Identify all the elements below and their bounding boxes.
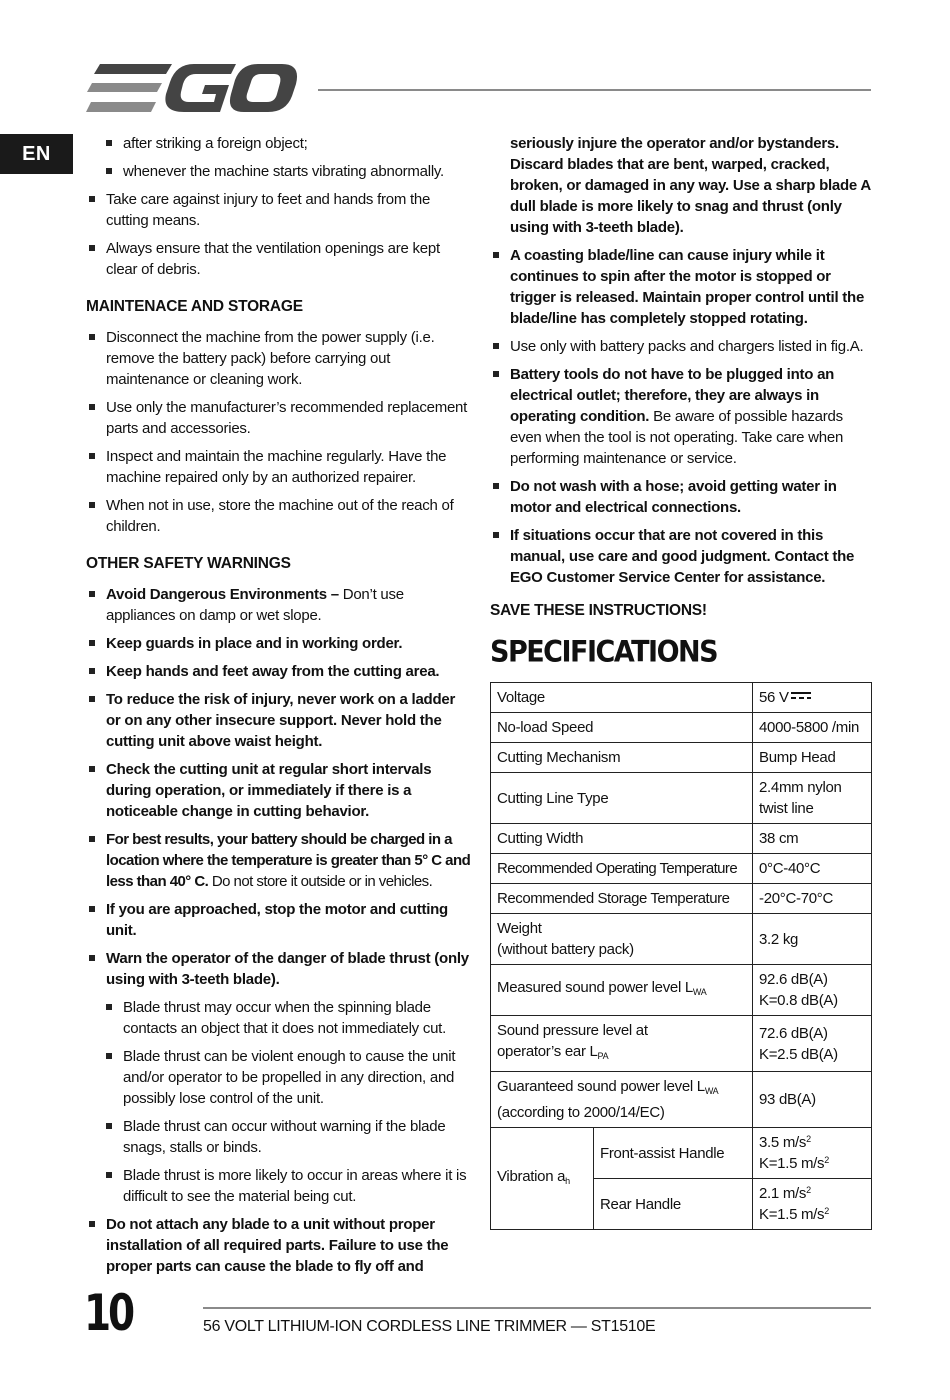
table-row bbox=[491, 773, 872, 824]
label-line: Measured sound power level L bbox=[497, 979, 693, 996]
label-line: operator’s ear L bbox=[497, 1043, 598, 1060]
table-row bbox=[491, 884, 872, 914]
item-bold-text: Avoid Dangerous Environments – bbox=[106, 586, 339, 603]
dc-symbol-icon bbox=[791, 692, 811, 700]
spec-value bbox=[753, 1016, 872, 1072]
right-warnings-list bbox=[490, 245, 872, 588]
list-item: Use only with battery packs and chargers listed in fig.A. bbox=[490, 336, 872, 357]
spec-value: 4000-5800 /min bbox=[753, 713, 872, 743]
spec-label: Recommended Operating Temperature bbox=[491, 854, 753, 884]
list-item: Do not attach any blade to a unit without proper installation of all required parts. Failure to use the proper parts can cause the blade to fly off and bbox=[86, 1214, 471, 1277]
blade-thrust-list bbox=[86, 997, 471, 1207]
list-item: To reduce the risk of injury, never work on a ladder or on any other insecure support. Never hold the cutting unit above waist height. bbox=[86, 689, 471, 752]
subscript: h bbox=[565, 1175, 570, 1186]
table-row bbox=[491, 743, 872, 773]
item-text: Be aware of possible hazards even when the tool is not operating. Take care when performing maintenance or service. bbox=[510, 408, 844, 467]
other-warnings-heading: OTHER SAFETY WARNINGS bbox=[86, 555, 291, 572]
value-line: twist line bbox=[759, 800, 814, 817]
spec-value: 3.2 kg bbox=[753, 914, 872, 965]
subscript: PA bbox=[597, 1051, 609, 1061]
table-row bbox=[491, 854, 872, 884]
list-item: Keep guards in place and in working order. bbox=[86, 633, 471, 654]
spec-value bbox=[753, 773, 872, 824]
other-warnings-list bbox=[86, 584, 471, 990]
label-line: (without battery pack) bbox=[497, 941, 634, 958]
save-instructions: SAVE THESE INSTRUCTIONS! bbox=[490, 602, 707, 619]
label-line: Sound pressure level at bbox=[497, 1022, 648, 1039]
spec-label: Cutting Width bbox=[491, 824, 753, 854]
footer-rule bbox=[203, 1307, 871, 1309]
list-item: Warn the operator of the danger of blade thrust (only using with 3-teeth blade). bbox=[86, 948, 471, 990]
spec-value: 93 dB(A) bbox=[753, 1072, 872, 1128]
spec-value: Bump Head bbox=[753, 743, 872, 773]
spec-sublabel: Front-assist Handle bbox=[594, 1128, 753, 1179]
spec-value bbox=[753, 1128, 872, 1179]
footer-title: 56 VOLT LITHIUM-ION CORDLESS LINE TRIMMER — ST1510E bbox=[203, 1318, 656, 1335]
list-item: Keep hands and feet away from the cutting area. bbox=[86, 661, 471, 682]
value-line: 72.6 dB(A) bbox=[759, 1024, 828, 1042]
spec-label bbox=[491, 1128, 594, 1230]
subscript: WA bbox=[704, 1086, 719, 1096]
list-item: Always ensure that the ventilation openings are kept clear of debris. bbox=[86, 238, 471, 280]
specifications-table bbox=[490, 682, 872, 1230]
spec-value bbox=[753, 965, 872, 1016]
spec-label: Cutting Mechanism bbox=[491, 743, 753, 773]
table-row bbox=[491, 1016, 872, 1072]
page-number: 10 bbox=[84, 1284, 133, 1342]
table-row bbox=[491, 914, 872, 965]
spec-label: No-load Speed bbox=[491, 713, 753, 743]
item-text: Don’t use appliances on damp or wet slope. bbox=[106, 586, 404, 624]
spec-label bbox=[491, 965, 753, 1016]
list-item: Do not wash with a hose; avoid getting water in motor and electrical connections. bbox=[490, 476, 872, 518]
value-line: 2.4mm nylon bbox=[759, 779, 842, 796]
label-line: (according to 2000/14/EC) bbox=[497, 1104, 665, 1121]
language-tab: EN bbox=[0, 134, 73, 174]
spec-value: 38 cm bbox=[753, 824, 872, 854]
list-item: A coasting blade/line can cause injury while it continues to spin after the motor is stopped or trigger is released. Maintain proper control until the blade/line has completely stopped rotating. bbox=[490, 245, 872, 329]
value-line: K=1.5 m/s bbox=[759, 1206, 825, 1223]
spec-value bbox=[753, 683, 872, 713]
other-warnings-list-cont bbox=[86, 1214, 471, 1277]
ego-logo bbox=[86, 64, 298, 112]
table-row bbox=[491, 1072, 872, 1128]
table-row bbox=[491, 965, 872, 1016]
superscript: 2 bbox=[824, 1206, 829, 1216]
voltage-value: 56 V bbox=[759, 689, 789, 706]
table-row bbox=[491, 713, 872, 743]
value-line: K=2.5 dB(A) bbox=[759, 1045, 838, 1063]
subscript: WA bbox=[692, 987, 707, 997]
spec-label bbox=[491, 1016, 753, 1072]
specifications-title: SPECIFICATIONS bbox=[490, 635, 718, 670]
superscript: 2 bbox=[806, 1134, 811, 1144]
list-item: When not in use, store the machine out of the reach of children. bbox=[86, 495, 471, 537]
superscript: 2 bbox=[806, 1185, 811, 1195]
maintenance-list bbox=[86, 327, 471, 537]
header-rule bbox=[318, 89, 871, 91]
list-item: after striking a foreign object; bbox=[103, 133, 471, 154]
spec-label: Recommended Storage Temperature bbox=[491, 884, 753, 914]
top-sub-list bbox=[86, 133, 471, 182]
list-item: If situations occur that are not covered in this manual, use care and good judgment. Contact the EGO Customer Service Center for assistance. bbox=[490, 525, 872, 588]
list-item bbox=[86, 829, 471, 892]
table-row bbox=[491, 1128, 872, 1179]
label-line: Guaranteed sound power level L bbox=[497, 1078, 705, 1095]
item-text: Do not store it outside or in vehicles. bbox=[208, 873, 433, 890]
list-item: Blade thrust may occur when the spinning blade contacts an object that it does not immediately cut. bbox=[103, 997, 471, 1039]
list-item bbox=[490, 364, 872, 469]
value-line: 92.6 dB(A) bbox=[759, 971, 828, 988]
list-item: Disconnect the machine from the power supply (i.e. remove the battery pack) before carrying out maintenance or cleaning work. bbox=[86, 327, 471, 390]
label-line: Vibration a bbox=[497, 1167, 566, 1185]
spec-value: -20°C-70°C bbox=[753, 884, 872, 914]
continued-text: seriously injure the operator and/or bystanders. Discard blades that are bent, warped, cracked, broken, or damaged in any way. Use a sharp blade A dull blade is more likely to snag and thrust (only using with 3-teeth blade). bbox=[510, 135, 871, 236]
list-item: Blade thrust can occur without warning if the blade snags, stalls or binds. bbox=[103, 1116, 471, 1158]
list-item: Blade thrust is more likely to occur in areas where it is difficult to see the material being cut. bbox=[103, 1165, 471, 1207]
list-item: If you are approached, stop the motor and cutting unit. bbox=[86, 899, 471, 941]
list-item bbox=[86, 584, 471, 626]
value-line: 3.5 m/s bbox=[759, 1134, 807, 1151]
item-bold-text: For best results, your battery should be charged in a location where the temperature is greater than 5° C and less than 40° C. bbox=[106, 831, 471, 890]
superscript: 2 bbox=[824, 1155, 829, 1165]
maintenance-heading: MAINTENACE AND STORAGE bbox=[86, 298, 303, 315]
spec-label: Cutting Line Type bbox=[491, 773, 753, 824]
spec-value bbox=[753, 1179, 872, 1230]
list-item: Blade thrust can be violent enough to cause the unit and/or operator to be propelled in any direction, and possibly lose control of the unit. bbox=[103, 1046, 471, 1109]
list-item: Check the cutting unit at regular short intervals during operation, or immediately if there is a noticeable change in cutting behavior. bbox=[86, 759, 471, 822]
value-line: 2.1 m/s bbox=[759, 1185, 807, 1202]
label-line: Weight bbox=[497, 920, 542, 937]
left-column bbox=[86, 133, 471, 1284]
spec-label bbox=[491, 914, 753, 965]
list-item: Inspect and maintain the machine regularly. Have the machine repaired only by an authorized repairer. bbox=[86, 446, 471, 488]
table-row bbox=[491, 824, 872, 854]
spec-sublabel: Rear Handle bbox=[594, 1179, 753, 1230]
value-line: K=1.5 m/s bbox=[759, 1155, 825, 1172]
list-item: Take care against injury to feet and hands from the cutting means. bbox=[86, 189, 471, 231]
spec-label bbox=[491, 1072, 753, 1128]
right-column bbox=[490, 133, 872, 1230]
list-item: whenever the machine starts vibrating abnormally. bbox=[103, 161, 471, 182]
list-item: Use only the manufacturer’s recommended replacement parts and accessories. bbox=[86, 397, 471, 439]
spec-value: 0°C-40°C bbox=[753, 854, 872, 884]
table-row bbox=[491, 683, 872, 713]
item-bold-text: Battery tools do not have to be plugged into an electrical outlet; therefore, they are always in operating condition. bbox=[510, 366, 835, 425]
value-line: K=0.8 dB(A) bbox=[759, 992, 838, 1009]
top-list bbox=[86, 189, 471, 280]
spec-label: Voltage bbox=[491, 683, 753, 713]
